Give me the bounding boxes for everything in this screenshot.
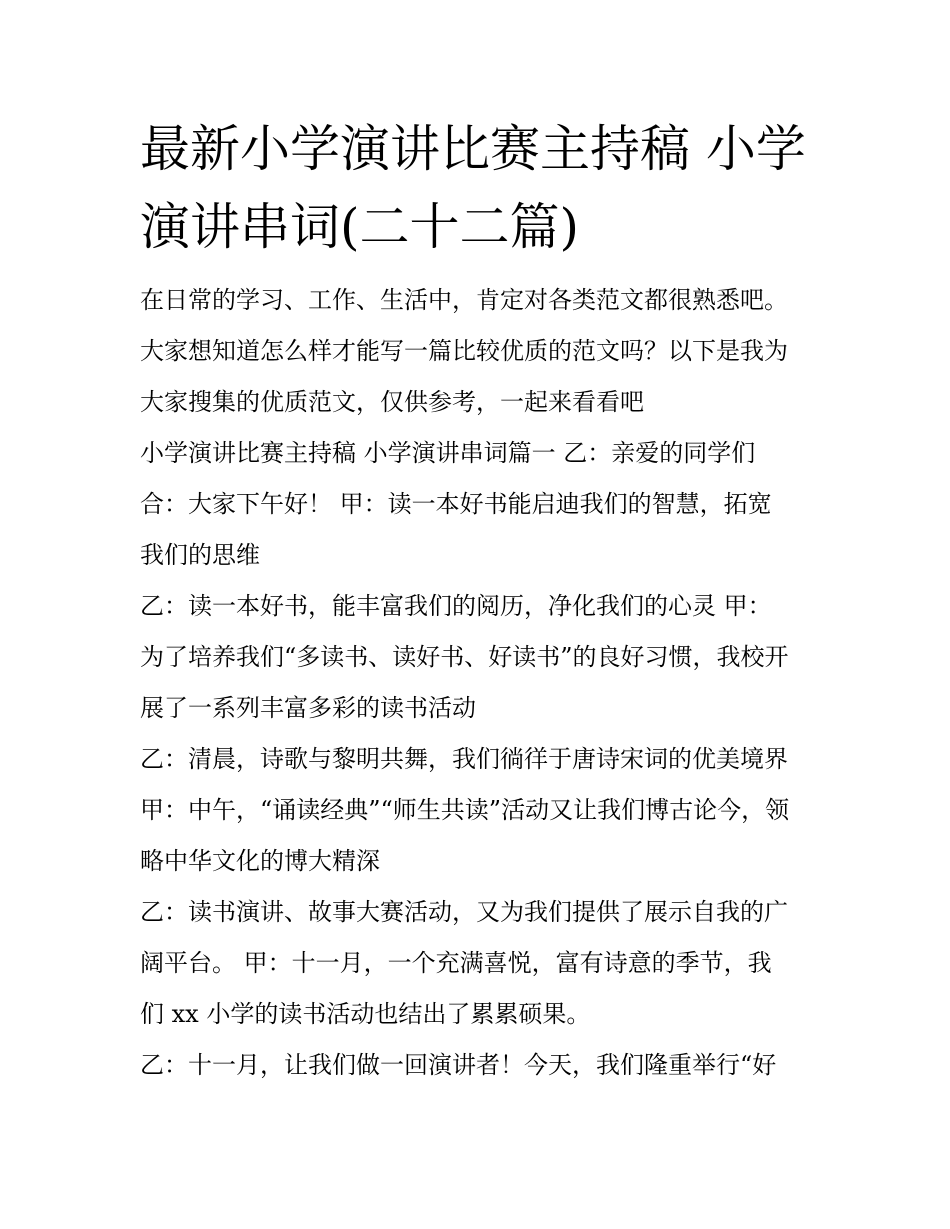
body-line: 乙：清晨，诗歌与黎明共舞，我们徜徉于唐诗宋词的优美境界 <box>140 745 788 773</box>
body-line: 合：大家下午好！ 甲：读一本好书能启迪我们的智慧，拓宽 <box>140 490 772 518</box>
body-line: 乙：十一月，让我们做一回演讲者！今天，我们隆重举行“好 <box>140 1051 777 1079</box>
body-line: 乙：读一本好书，能丰富我们的阅历，净化我们的心灵 甲： <box>140 592 772 620</box>
body-line: 我们的思维 <box>140 541 260 569</box>
title-line-2: 演讲串词(二十二篇) <box>140 198 580 256</box>
document-body <box>140 275 820 1091</box>
body-line: 略中华文化的博大精深 <box>140 847 380 875</box>
body-line: 为了培养我们“多读书、读好书、好读书”的良好习惯，我校开 <box>140 643 789 671</box>
body-line: 们 xx 小学的读书活动也结出了累累硕果。 <box>140 1000 591 1028</box>
document-title <box>140 110 820 266</box>
body-line: 阔平台。 甲：十一月，一个充满喜悦，富有诗意的季节，我 <box>140 949 772 977</box>
body-line: 在日常的学习、工作、生活中，肯定对各类范文都很熟悉吧。 <box>140 286 788 314</box>
body-line: 甲：中午，“诵读经典”“师生共读”活动又让我们博古论今，领 <box>140 796 790 824</box>
body-line: 大家搜集的优质范文，仅供参考，一起来看看吧 <box>140 388 644 416</box>
body-line: 展了一系列丰富多彩的读书活动 <box>140 694 476 722</box>
body-line: 乙：读书演讲、故事大赛活动，又为我们提供了展示自我的广 <box>140 898 788 926</box>
title-line-1: 最新小学演讲比赛主持稿 小学 <box>140 120 806 178</box>
body-line: 小学演讲比赛主持稿 小学演讲串词篇一 乙：亲爱的同学们 <box>140 439 756 467</box>
body-line: 大家想知道怎么样才能写一篇比较优质的范文吗？以下是我为 <box>140 337 788 365</box>
